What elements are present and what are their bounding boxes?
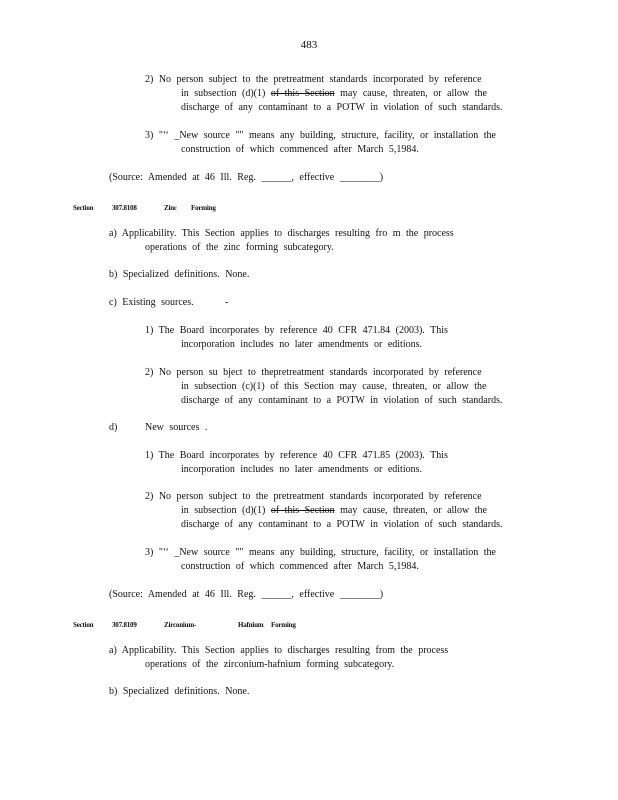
paragraph-line: c) Existing sources.	[109, 297, 194, 308]
paragraph-line: New sources .	[145, 422, 208, 433]
paragraph-line: 1) The Board incorporates by reference 40 CFR 471.85 (2003). This	[145, 450, 448, 461]
section-title: Forming	[271, 621, 296, 629]
paragraph-line: operations of the zirconium-hafnium forming subcategory.	[145, 659, 395, 670]
paragraph-line: 3) "‘‘ _New source "" means any building, structure, facility, or installation the	[145, 130, 496, 141]
section-title: Zirconium-	[164, 621, 197, 629]
paragraph-line: 1) The Board incorporates by reference 40 CFR 471.84 (2003). This	[145, 325, 448, 336]
paragraph-line: a) Applicability. This Section applies to discharges resulting fro m the process	[109, 228, 454, 239]
paragraph-line	[181, 87, 487, 101]
section-title: Forming	[191, 204, 216, 212]
paragraph-line: in subsection (c)(1) of this Section may cause, threaten, or allow the	[181, 381, 487, 392]
paragraph-line: discharge of any contaminant to a POTW in violation of such standards.	[181, 519, 503, 530]
section-title: Zinc	[164, 204, 177, 212]
paragraph-line: discharge of any contaminant to a POTW in violation of such standards.	[181, 395, 503, 406]
section-title: Hafnium	[238, 621, 264, 629]
paragraph-line: 3) "‘‘ _New source "" means any building, structure, facility, or installation the	[145, 547, 496, 558]
paragraph-line	[181, 504, 487, 518]
paragraph-line: 2) No person subject to the pretreatment standards incorporated by reference	[145, 74, 482, 85]
paragraph-line: discharge of any contaminant to a POTW in violation of such standards.	[181, 102, 503, 113]
paragraph-line: construction of which commenced after March 5,1984.	[181, 561, 419, 572]
section-number: 307.8109	[112, 621, 137, 629]
section-label: Section	[73, 204, 94, 212]
paragraph-line: incorporation includes no later amendments or editions.	[181, 464, 422, 475]
source-note: (Source: Amended at 46 Ill. Reg. ______, effective ________)	[109, 172, 384, 183]
text-run: may cause, threaten, or allow the	[340, 88, 487, 99]
dash-mark: -	[225, 297, 229, 308]
page-number: 483	[300, 39, 318, 51]
paragraph-line: b) Specialized definitions. None.	[109, 686, 250, 697]
paragraph-letter: d)	[109, 422, 118, 433]
paragraph-line: 2) No person su bject to thepretreatment standards incorporated by reference	[145, 367, 482, 378]
text-run: in subsection (d)(1)	[181, 505, 266, 516]
paragraph-line: incorporation includes no later amendments or editions.	[181, 339, 422, 350]
paragraph-line: a) Applicability. This Section applies to discharges resulting from the process	[109, 645, 449, 656]
section-label: Section	[73, 621, 94, 629]
paragraph-line: 2) No person subject to the pretreatment standards incorporated by reference	[145, 491, 482, 502]
source-note: (Source: Amended at 46 Ill. Reg. ______, effective ________)	[109, 589, 384, 600]
paragraph-line: operations of the zinc forming subcategory.	[145, 242, 334, 253]
text-run: may cause, threaten, or allow the	[340, 505, 487, 516]
section-number: 307.8108	[112, 204, 137, 212]
paragraph-line: construction of which commenced after March 5,1984.	[181, 144, 419, 155]
paragraph-line: b) Specialized definitions. None.	[109, 269, 250, 280]
struck-text: of this Section	[270, 505, 335, 516]
struck-text: of this Section	[270, 88, 335, 99]
text-run: in subsection (d)(1)	[181, 88, 266, 99]
